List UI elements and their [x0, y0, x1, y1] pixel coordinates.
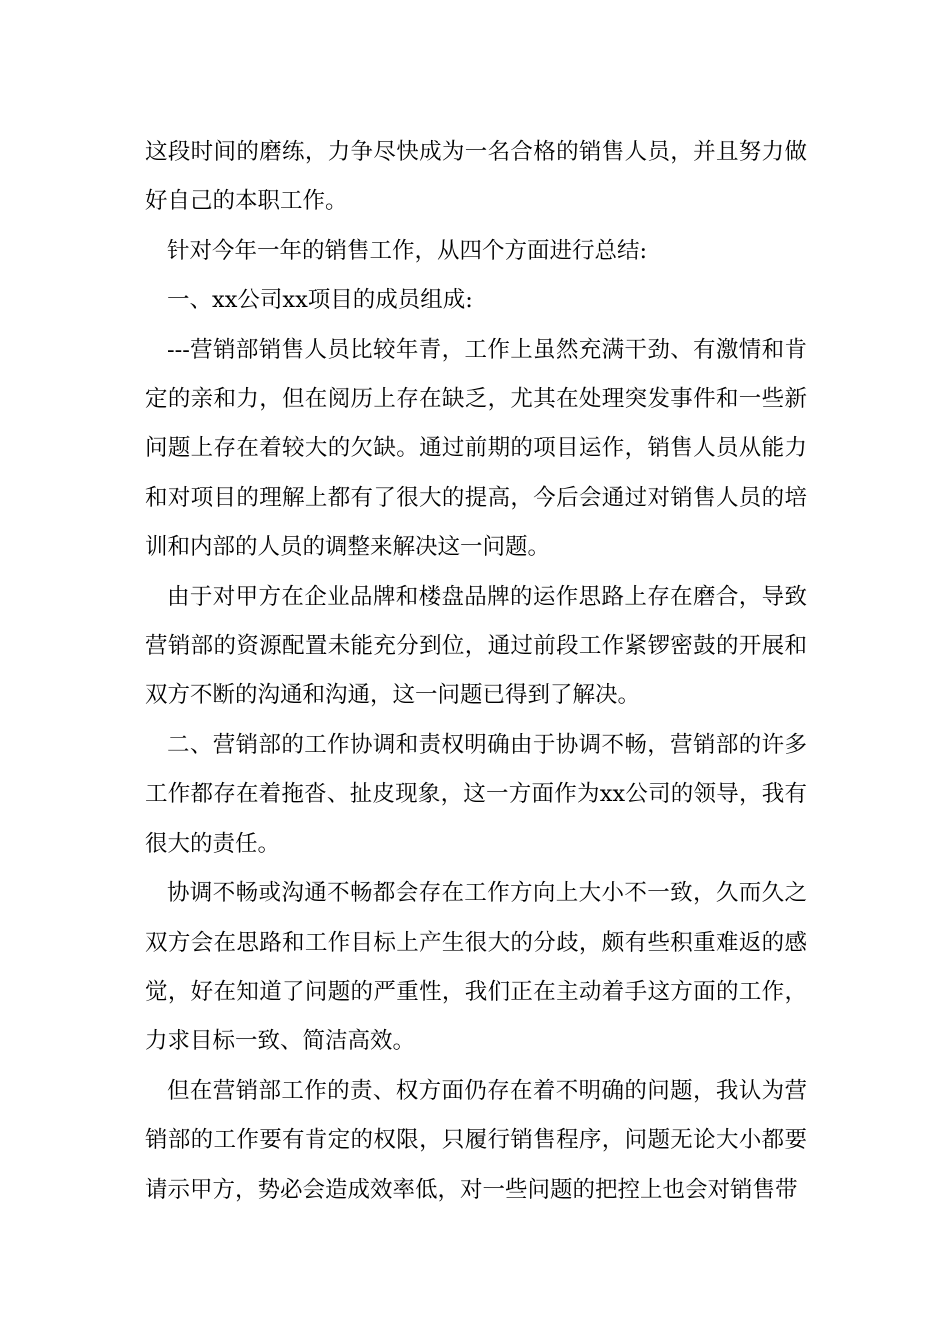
paragraph-team-composition: ---营销部销售人员比较年青，工作上虽然充满干劲、有激情和肯定的亲和力，但在阅历上存在缺乏，尤其在处理突发事件和一些新问题上存在着较大的欠缺。通过前期的项目运作，销售人员从能力和对项目的理解上都有了很大的提高，今后会通过对销售人员的培训和内部的人员的调整来解决这一问题。 [145, 336, 807, 561]
paragraph-authority-issues: 但在营销部工作的责、权方面仍存在着不明确的问题，我认为营销部的工作要有肯定的权限，只履行销售程序，问题无论大小都要请示甲方，势必会造成效率低，对一些问题的把控上也会对销售带 [145, 1077, 807, 1203]
paragraph-resource-allocation: 由于对甲方在企业品牌和楼盘品牌的运作思路上存在磨合，导致营销部的资源配置未能充分到位，通过前段工作紧锣密鼓的开展和双方不断的沟通和沟通，这一问题已得到了解决。 [145, 583, 807, 709]
paragraph-communication-issues: 协调不畅或沟通不畅都会存在工作方向上大小不一致，久而久之双方会在思路和工作目标上产生很大的分歧，颇有些积重难返的感觉，好在知道了问题的严重性，我们正在主动着手这方面的工作，力求目标一致、简洁高效。 [145, 880, 807, 1055]
paragraph-summary-intro: 针对今年一年的销售工作，从四个方面进行总结: [167, 237, 648, 264]
paragraph-coordination-responsibility: 二、营销部的工作协调和责权明确由于协调不畅，营销部的许多工作都存在着拖沓、扯皮现象，这一方面作为xx公司的领导，我有很大的责任。 [145, 731, 807, 857]
paragraph-continuation: 这段时间的磨练，力争尽快成为一名合格的销售人员，并且努力做好自己的本职工作。 [145, 139, 807, 215]
section-heading-team-composition: 一、xx公司xx项目的成员组成: [167, 287, 473, 314]
document-body [145, 128, 807, 1215]
